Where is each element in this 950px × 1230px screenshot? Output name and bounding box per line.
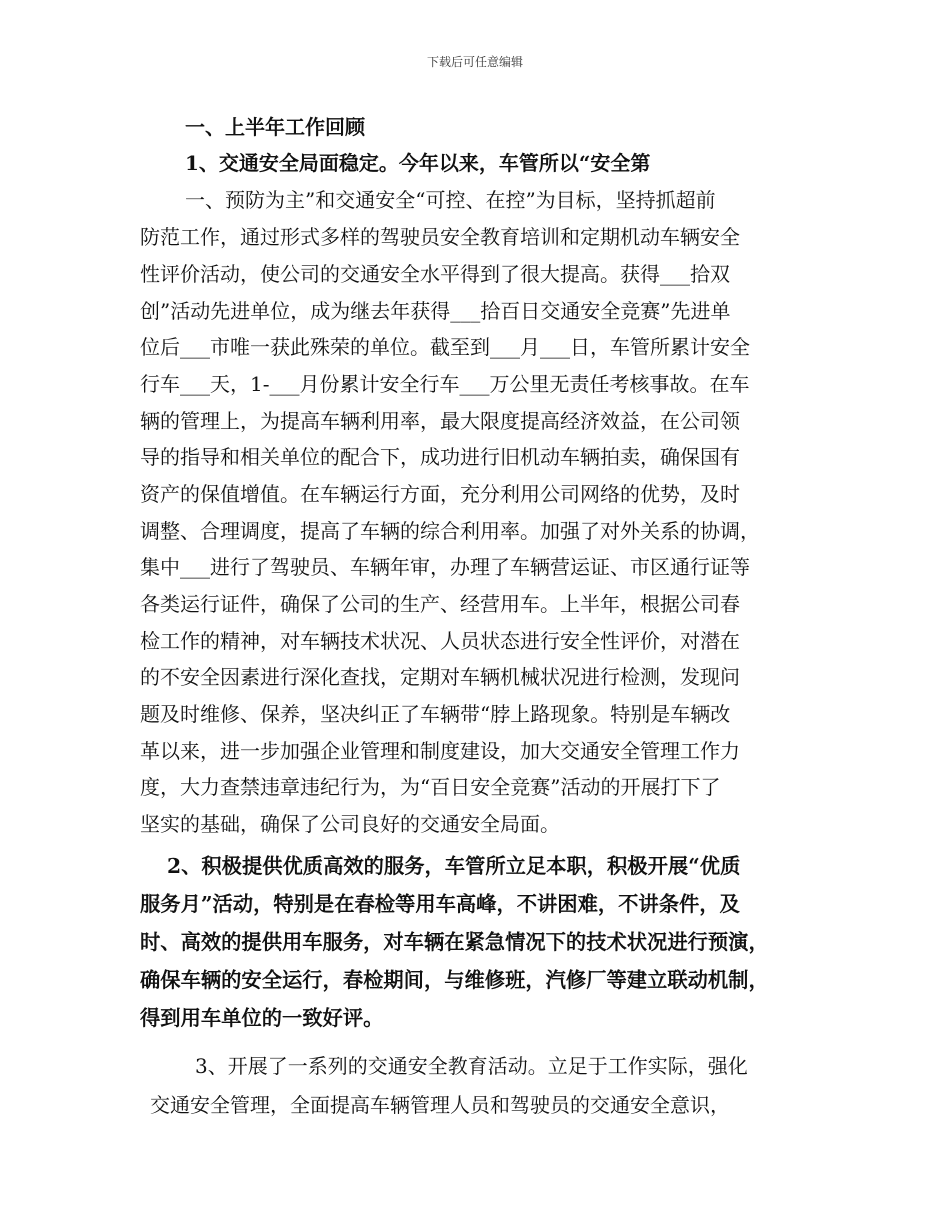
section1-line-9: 导的指导和相关单位的配合下，成功进行旧机动车辆拍卖，确保国有 [140,445,740,469]
section1-line-19: 坚实的基础，确保了公司良好的交通安全局面。 [140,812,560,836]
section1-line-4: 性评价活动，使公司的交通安全水平得到了很大提高。获得___拾双 [140,262,730,286]
section1-line-18: 度，大力查禁违章违纪行为，为“百日安全竞赛”活动的开展打下了 [140,775,721,799]
section1-line-11: 调整、合理调度，提高了车辆的综合利用率。加强了对外关系的协调， [140,519,760,543]
section1-line-13: 各类运行证件，确保了公司的生产、经营用车。上半年，根据公司春 [140,592,740,616]
section1-line-5: 创”活动先进单位，成为继去年获得___拾百日交通安全竞赛”先进单 [140,299,731,323]
page-header: 下载后可任意编辑 [426,55,523,69]
section2-line-1: 2、积极提供优质高效的服务，车管所立足本职，积极开展“优质 [167,854,741,878]
section-heading: 一、上半年工作回顾 [185,115,365,139]
section1-line-10: 资产的保值增值。在车辆运行方面，充分利用公司网络的优势，及时 [140,482,740,506]
section2-line-4: 确保车辆的安全运行，春检期间，与维修班，汽修厂等建立联动机制， [140,968,769,992]
section1-line-15: 的不安全因素进行深化查找，定期对车辆机械状况进行检测，发现问 [140,665,740,689]
section1-line-1: 1、交通安全局面稳定。今年以来，车管所以“安全第 [185,151,651,175]
section1-line-3: 防范工作，通过形式多样的驾驶员安全教育培训和定期机动车辆安全 [140,225,740,249]
section1-line-7: 行车___天，1-___月份累计安全行车___万公里无责任考核事故。在车 [140,372,750,396]
section1-line-14: 检工作的精神，对车辆技术状况、人员状态进行安全性评价，对潜在 [140,629,740,653]
section2-line-2: 服务月”活动，特别是在春检等用车高峰，不讲困难，不讲条件，及 [140,892,740,916]
section2-line-3: 时、高效的提供用车服务，对车辆在紧急情况下的技术状况进行预演， [140,930,769,954]
section1-line-12: 集中___进行了驾驶员、车辆年审，办理了车辆营运证、市区通行证等 [140,555,750,579]
section1-line-2: 一、预防为主”和交通安全“可控、在控”为目标，坚持抓超前 [185,188,716,212]
section2-line-5: 得到用车单位的一致好评。 [140,1006,384,1030]
section1-line-8: 辆的管理上，为提高车辆利用率，最大限度提高经济效益，在公司领 [140,409,740,433]
section1-line-17: 革以来，进一步加强企业管理和制度建设，加大交通安全管理工作力 [140,739,740,763]
section1-line-6: 位后___市唯一获此殊荣的单位。截至到___月___日，车管所累计安全 [140,335,750,359]
section1-line-16: 题及时维修、保养，坚决纠正了车辆带“脖上路现象。特别是车辆改 [140,702,731,726]
section3-line-2: 交通安全管理，全面提高车辆管理人员和驾驶员的交通安全意识， [150,1093,730,1117]
section3-line-1: 3、开展了一系列的交通安全教育活动。立足于工作实际，强化 [195,1054,748,1078]
